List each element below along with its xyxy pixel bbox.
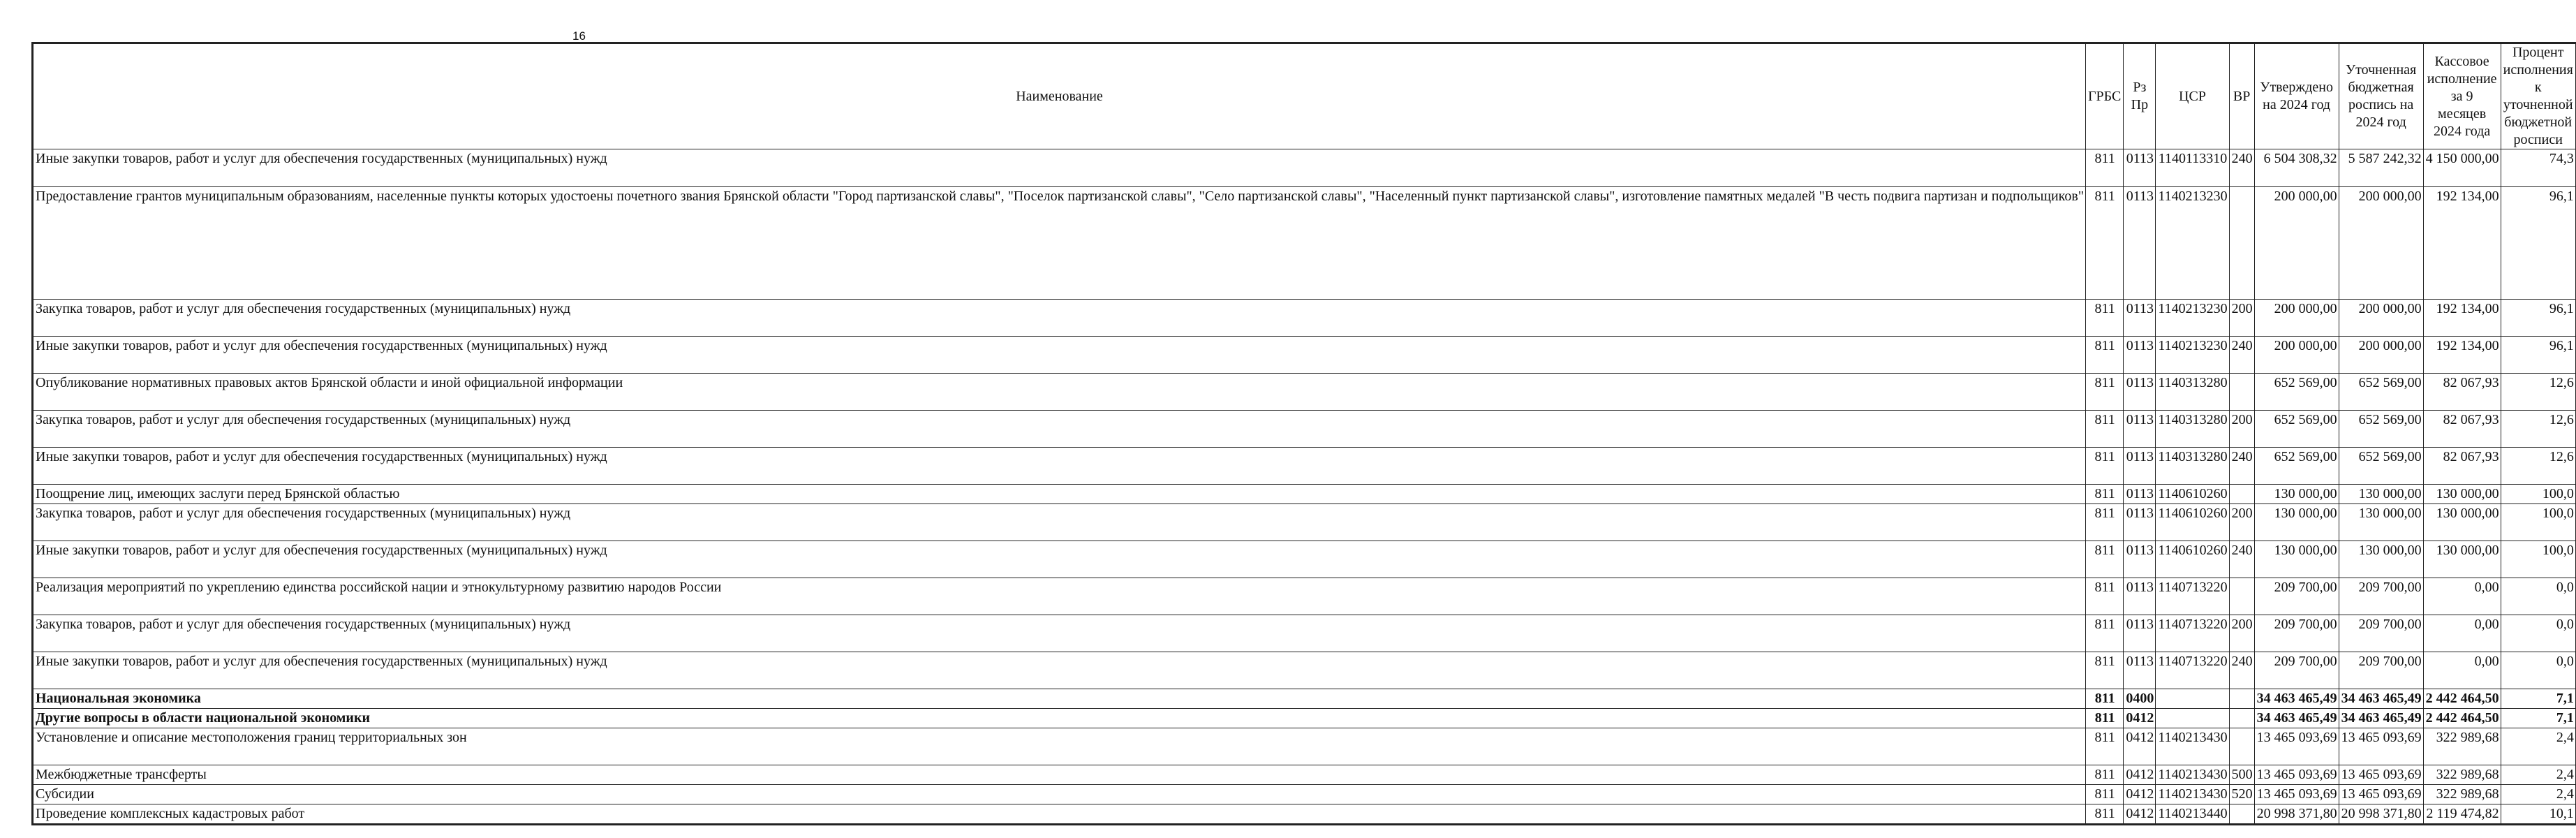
cell-percent: 100,0	[2501, 504, 2575, 541]
cell-approved: 13 465 093,69	[2254, 765, 2339, 785]
cell-approved: 13 465 093,69	[2254, 785, 2339, 804]
table-row	[34, 689, 2576, 709]
cell-approved: 130 000,00	[2254, 541, 2339, 578]
table-row	[34, 728, 2576, 765]
header-row	[34, 44, 2576, 149]
cell-grbs: 811	[2085, 765, 2123, 785]
cell-grbs: 811	[2085, 504, 2123, 541]
cell-approved: 200 000,00	[2254, 337, 2339, 374]
cell-name: Национальная экономика	[34, 689, 2086, 709]
cell-grbs: 811	[2085, 374, 2123, 411]
cell-grbs: 811	[2085, 652, 2123, 689]
cell-cash: 322 989,68	[2423, 728, 2501, 765]
cell-refined: 130 000,00	[2339, 504, 2423, 541]
table-row	[34, 337, 2576, 374]
cell-refined: 20 998 371,80	[2339, 804, 2423, 824]
cell-vr: 240	[2229, 337, 2254, 374]
cell-grbs: 811	[2085, 187, 2123, 300]
cell-refined: 652 569,00	[2339, 448, 2423, 485]
cell-csr: 1140313280	[2156, 448, 2229, 485]
cell-csr: 1140213430	[2156, 785, 2229, 804]
cell-csr: 1140213430	[2156, 765, 2229, 785]
budget-table	[33, 43, 2576, 824]
cell-rzpr: 0412	[2124, 765, 2156, 785]
cell-cash: 2 442 464,50	[2423, 709, 2501, 728]
table-row	[34, 541, 2576, 578]
cell-grbs: 811	[2085, 615, 2123, 652]
cell-csr: 1140213440	[2156, 804, 2229, 824]
cell-rzpr: 0113	[2124, 504, 2156, 541]
cell-approved: 209 700,00	[2254, 578, 2339, 615]
cell-name: Проведение комплексных кадастровых работ	[34, 804, 2086, 824]
cell-refined: 13 465 093,69	[2339, 728, 2423, 765]
cell-approved: 34 463 465,49	[2254, 689, 2339, 709]
col-header-cash: Кассовое исполнение за 9 месяцев 2024 года	[2423, 44, 2501, 149]
cell-refined: 13 465 093,69	[2339, 785, 2423, 804]
table-row	[34, 615, 2576, 652]
cell-rzpr: 0400	[2124, 689, 2156, 709]
cell-csr: 1140113310	[2156, 149, 2229, 187]
page-number: 16	[572, 29, 586, 43]
cell-cash: 0,00	[2423, 652, 2501, 689]
cell-approved: 130 000,00	[2254, 485, 2339, 504]
cell-vr	[2229, 689, 2254, 709]
cell-vr: 500	[2229, 765, 2254, 785]
table-row	[34, 652, 2576, 689]
cell-cash: 2 442 464,50	[2423, 689, 2501, 709]
cell-cash: 192 134,00	[2423, 187, 2501, 300]
cell-csr: 1140713220	[2156, 615, 2229, 652]
cell-vr	[2229, 187, 2254, 300]
cell-approved: 200 000,00	[2254, 187, 2339, 300]
cell-approved: 130 000,00	[2254, 504, 2339, 541]
cell-rzpr: 0113	[2124, 300, 2156, 337]
cell-approved: 200 000,00	[2254, 300, 2339, 337]
cell-csr	[2156, 689, 2229, 709]
cell-rzpr: 0113	[2124, 652, 2156, 689]
cell-rzpr: 0113	[2124, 337, 2156, 374]
cell-csr: 1140213230	[2156, 300, 2229, 337]
cell-approved: 209 700,00	[2254, 615, 2339, 652]
table-row	[34, 149, 2576, 187]
cell-vr	[2229, 728, 2254, 765]
cell-refined: 130 000,00	[2339, 485, 2423, 504]
cell-approved: 209 700,00	[2254, 652, 2339, 689]
cell-refined: 209 700,00	[2339, 652, 2423, 689]
cell-percent: 96,1	[2501, 300, 2575, 337]
table-row	[34, 448, 2576, 485]
col-header-csr: ЦСР	[2156, 44, 2229, 149]
table-row	[34, 187, 2576, 300]
cell-refined: 5 587 242,32	[2339, 149, 2423, 187]
cell-grbs: 811	[2085, 804, 2123, 824]
cell-csr: 1140313280	[2156, 411, 2229, 448]
cell-grbs: 811	[2085, 785, 2123, 804]
cell-approved: 652 569,00	[2254, 448, 2339, 485]
cell-refined: 200 000,00	[2339, 300, 2423, 337]
cell-name: Закупка товаров, работ и услуг для обеспечения государственных (муниципальных) нужд	[34, 615, 2086, 652]
cell-rzpr: 0113	[2124, 578, 2156, 615]
table-row	[34, 374, 2576, 411]
cell-vr	[2229, 804, 2254, 824]
col-header-grbs: ГРБС	[2085, 44, 2123, 149]
cell-cash: 130 000,00	[2423, 485, 2501, 504]
cell-rzpr: 0412	[2124, 728, 2156, 765]
cell-vr: 240	[2229, 652, 2254, 689]
cell-percent: 96,1	[2501, 337, 2575, 374]
cell-csr: 1140713220	[2156, 652, 2229, 689]
cell-refined: 652 569,00	[2339, 374, 2423, 411]
col-header-vr: ВР	[2229, 44, 2254, 149]
cell-cash: 0,00	[2423, 615, 2501, 652]
cell-grbs: 811	[2085, 485, 2123, 504]
cell-name: Иные закупки товаров, работ и услуг для обеспечения государственных (муниципальных) нужд	[34, 652, 2086, 689]
cell-vr: 200	[2229, 300, 2254, 337]
table-row	[34, 411, 2576, 448]
table-row	[34, 300, 2576, 337]
cell-rzpr: 0113	[2124, 187, 2156, 300]
table-row	[34, 709, 2576, 728]
cell-cash: 192 134,00	[2423, 300, 2501, 337]
cell-percent: 74,3	[2501, 149, 2575, 187]
cell-percent: 2,4	[2501, 728, 2575, 765]
cell-percent: 100,0	[2501, 485, 2575, 504]
cell-cash: 130 000,00	[2423, 541, 2501, 578]
cell-cash: 322 989,68	[2423, 785, 2501, 804]
cell-approved: 20 998 371,80	[2254, 804, 2339, 824]
cell-vr: 200	[2229, 504, 2254, 541]
cell-name: Иные закупки товаров, работ и услуг для обеспечения государственных (муниципальных) нужд	[34, 149, 2086, 187]
col-header-approved: Утверждено на 2024 год	[2254, 44, 2339, 149]
cell-cash: 4 150 000,00	[2423, 149, 2501, 187]
cell-name: Иные закупки товаров, работ и услуг для обеспечения государственных (муниципальных) нужд	[34, 541, 2086, 578]
cell-csr: 1140713220	[2156, 578, 2229, 615]
table-row	[34, 485, 2576, 504]
cell-refined: 200 000,00	[2339, 337, 2423, 374]
col-header-name: Наименование	[34, 44, 2086, 149]
cell-grbs: 811	[2085, 448, 2123, 485]
cell-percent: 100,0	[2501, 541, 2575, 578]
cell-name: Предоставление грантов муниципальным образованиям, населенные пункты которых удостоены почетного звания Брянской области "Город партизанской славы", "Поселок партизанской славы", "Село партизанской славы", "Населенный пункт партизанской славы", изготовление памятных медалей "В честь подвига партизан и подпольщиков"	[34, 187, 2086, 300]
cell-name: Закупка товаров, работ и услуг для обеспечения государственных (муниципальных) нужд	[34, 504, 2086, 541]
cell-vr: 240	[2229, 448, 2254, 485]
cell-refined: 200 000,00	[2339, 187, 2423, 300]
cell-vr: 240	[2229, 149, 2254, 187]
cell-percent: 12,6	[2501, 448, 2575, 485]
cell-name: Установление и описание местоположения границ территориальных зон	[34, 728, 2086, 765]
cell-refined: 34 463 465,49	[2339, 689, 2423, 709]
cell-percent: 0,0	[2501, 578, 2575, 615]
cell-vr: 520	[2229, 785, 2254, 804]
cell-cash: 82 067,93	[2423, 374, 2501, 411]
cell-csr: 1140213230	[2156, 337, 2229, 374]
cell-percent: 12,6	[2501, 411, 2575, 448]
cell-csr	[2156, 709, 2229, 728]
cell-cash: 82 067,93	[2423, 411, 2501, 448]
table-row	[34, 504, 2576, 541]
cell-rzpr: 0113	[2124, 615, 2156, 652]
cell-percent: 7,1	[2501, 709, 2575, 728]
cell-refined: 130 000,00	[2339, 541, 2423, 578]
cell-refined: 209 700,00	[2339, 578, 2423, 615]
cell-approved: 34 463 465,49	[2254, 709, 2339, 728]
cell-name: Межбюджетные трансферты	[34, 765, 2086, 785]
cell-refined: 13 465 093,69	[2339, 765, 2423, 785]
cell-vr	[2229, 374, 2254, 411]
cell-rzpr: 0113	[2124, 541, 2156, 578]
cell-grbs: 811	[2085, 337, 2123, 374]
table-row	[34, 578, 2576, 615]
cell-name: Реализация мероприятий по укреплению единства российской нации и этнокультурному развитию народов России	[34, 578, 2086, 615]
cell-rzpr: 0113	[2124, 411, 2156, 448]
cell-percent: 2,4	[2501, 785, 2575, 804]
cell-percent: 96,1	[2501, 187, 2575, 300]
cell-vr: 200	[2229, 615, 2254, 652]
cell-rzpr: 0113	[2124, 448, 2156, 485]
cell-grbs: 811	[2085, 541, 2123, 578]
col-header-refined: Уточненная бюджетная роспись на 2024 год	[2339, 44, 2423, 149]
cell-csr: 1140313280	[2156, 374, 2229, 411]
cell-refined: 652 569,00	[2339, 411, 2423, 448]
cell-cash: 82 067,93	[2423, 448, 2501, 485]
cell-percent: 7,1	[2501, 689, 2575, 709]
table-row	[34, 804, 2576, 824]
cell-name: Закупка товаров, работ и услуг для обеспечения государственных (муниципальных) нужд	[34, 411, 2086, 448]
cell-name: Опубликование нормативных правовых актов Брянской области и иной официальной информации	[34, 374, 2086, 411]
col-header-percent: Процент исполнения к уточненной бюджетной росписи	[2501, 44, 2575, 149]
cell-name: Субсидии	[34, 785, 2086, 804]
table-body	[34, 149, 2576, 824]
cell-csr: 1140213430	[2156, 728, 2229, 765]
cell-rzpr: 0412	[2124, 804, 2156, 824]
cell-grbs: 811	[2085, 709, 2123, 728]
cell-percent: 0,0	[2501, 615, 2575, 652]
cell-vr: 200	[2229, 411, 2254, 448]
cell-rzpr: 0113	[2124, 485, 2156, 504]
col-header-rzpr: Рз Пр	[2124, 44, 2156, 149]
cell-rzpr: 0412	[2124, 785, 2156, 804]
cell-grbs: 811	[2085, 300, 2123, 337]
cell-approved: 13 465 093,69	[2254, 728, 2339, 765]
cell-approved: 652 569,00	[2254, 411, 2339, 448]
cell-csr: 1140213230	[2156, 187, 2229, 300]
table-row	[34, 765, 2576, 785]
cell-name: Другие вопросы в области национальной экономики	[34, 709, 2086, 728]
cell-cash: 0,00	[2423, 578, 2501, 615]
cell-csr: 1140610260	[2156, 541, 2229, 578]
cell-cash: 322 989,68	[2423, 765, 2501, 785]
cell-refined: 34 463 465,49	[2339, 709, 2423, 728]
cell-vr	[2229, 709, 2254, 728]
cell-grbs: 811	[2085, 411, 2123, 448]
table-row	[34, 785, 2576, 804]
cell-csr: 1140610260	[2156, 485, 2229, 504]
cell-approved: 6 504 308,32	[2254, 149, 2339, 187]
cell-approved: 652 569,00	[2254, 374, 2339, 411]
cell-vr	[2229, 578, 2254, 615]
cell-name: Иные закупки товаров, работ и услуг для обеспечения государственных (муниципальных) нужд	[34, 337, 2086, 374]
cell-cash: 2 119 474,82	[2423, 804, 2501, 824]
cell-name: Поощрение лиц, имеющих заслуги перед Брянской областью	[34, 485, 2086, 504]
cell-grbs: 811	[2085, 149, 2123, 187]
cell-percent: 0,0	[2501, 652, 2575, 689]
cell-csr: 1140610260	[2156, 504, 2229, 541]
cell-grbs: 811	[2085, 689, 2123, 709]
cell-cash: 130 000,00	[2423, 504, 2501, 541]
cell-rzpr: 0113	[2124, 374, 2156, 411]
cell-vr	[2229, 485, 2254, 504]
cell-percent: 12,6	[2501, 374, 2575, 411]
cell-name: Иные закупки товаров, работ и услуг для обеспечения государственных (муниципальных) нужд	[34, 448, 2086, 485]
cell-refined: 209 700,00	[2339, 615, 2423, 652]
cell-percent: 2,4	[2501, 765, 2575, 785]
cell-name: Закупка товаров, работ и услуг для обеспечения государственных (муниципальных) нужд	[34, 300, 2086, 337]
cell-grbs: 811	[2085, 578, 2123, 615]
cell-vr: 240	[2229, 541, 2254, 578]
cell-rzpr: 0113	[2124, 149, 2156, 187]
cell-rzpr: 0412	[2124, 709, 2156, 728]
cell-grbs: 811	[2085, 728, 2123, 765]
cell-cash: 192 134,00	[2423, 337, 2501, 374]
cell-percent: 10,1	[2501, 804, 2575, 824]
